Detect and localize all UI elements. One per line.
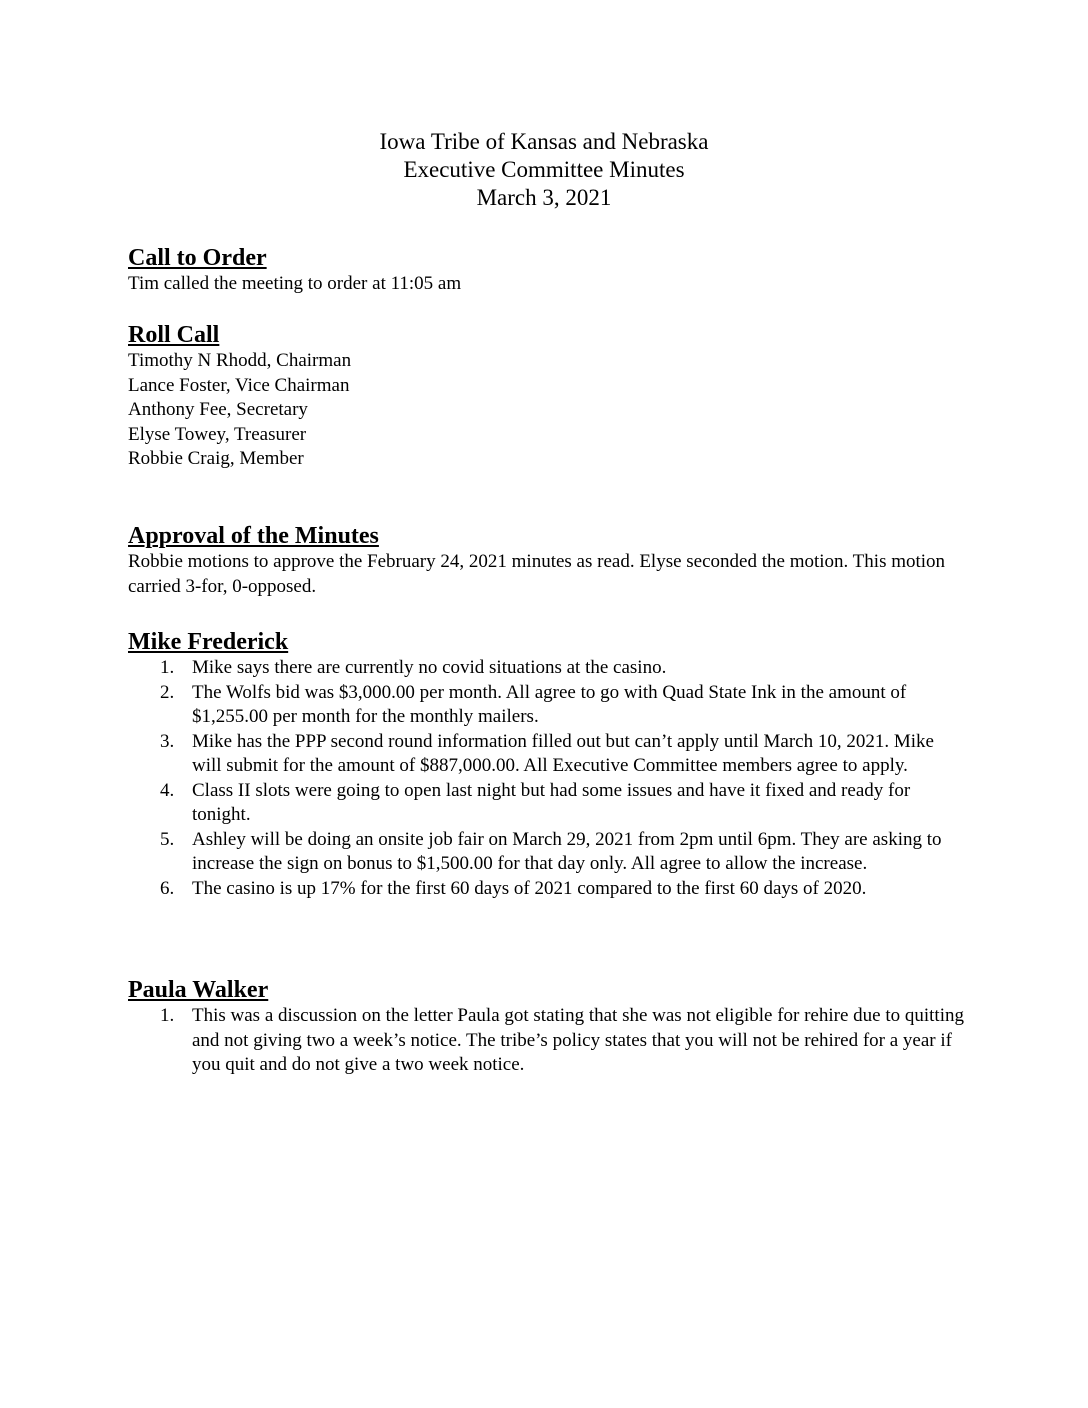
roll-call-member: Anthony Fee, Secretary	[128, 399, 308, 420]
list-number: 4.	[160, 779, 175, 801]
organization-name: Iowa Tribe of Kansas and Nebraska	[379, 129, 709, 154]
roll-call-member: Elyse Towey, Treasurer	[128, 423, 307, 445]
list-item	[128, 779, 968, 828]
list-item	[128, 828, 968, 877]
mike-frederick-heading: Mike Frederick	[128, 629, 289, 655]
meeting-date: March 3, 2021	[476, 185, 612, 210]
list-item	[128, 656, 968, 681]
list-item	[128, 681, 968, 730]
approval-heading: Approval of the Minutes	[128, 523, 379, 549]
approval-text: Robbie motions to approve the February 24, 2021 minutes as read. Elyse seconded the motion. This motion carried 3-for, 0-opposed.	[128, 551, 946, 597]
roll-call-section	[128, 321, 968, 472]
mike-frederick-list	[128, 656, 968, 901]
paula-walker-list	[128, 1004, 968, 1078]
call-to-order-heading: Call to Order	[128, 245, 267, 271]
paula-walker-section	[128, 976, 968, 1078]
list-item-text: Class II slots were going to open last night but had some issues and have it fixed and ready for tonight.	[192, 779, 911, 825]
list-number: 5.	[160, 828, 175, 850]
roll-call-member: Robbie Craig, Member	[128, 448, 304, 469]
list-number: 3.	[160, 730, 175, 752]
list-item-text: Ashley will be doing an onsite job fair on March 29, 2021 from 2pm until 6pm. They are asking to increase the sign on bonus to $1,500.00 for that day only. All agree to allow the increase.	[192, 828, 942, 874]
document-header	[0, 128, 1088, 212]
list-number: 2.	[160, 681, 175, 703]
roll-call-member: Timothy N Rhodd, Chairman	[128, 350, 352, 371]
list-item	[128, 1004, 968, 1078]
list-item	[128, 877, 968, 902]
roll-call-heading: Roll Call	[128, 322, 220, 348]
list-item-text: Mike says there are currently no covid situations at the casino.	[192, 657, 667, 678]
list-item-text: Mike has the PPP second round information filled out but can’t apply until March 10, 2021. Mike will submit for the amount of $887,000.00. All Executive Committee members agree to apply.	[192, 730, 934, 776]
mike-frederick-section	[128, 628, 968, 901]
list-number: 1.	[160, 1005, 175, 1026]
list-item	[128, 730, 968, 779]
list-number: 1.	[160, 657, 175, 678]
call-to-order-text: Tim called the meeting to order at 11:05 am	[128, 273, 462, 294]
roll-call-member: Lance Foster, Vice Chairman	[128, 374, 350, 396]
list-item-text: This was a discussion on the letter Paula got stating that she was not eligible for rehire due to quitting and not giving two a week’s notice. The tribe’s policy states that you will not be rehired for a year if you quit and do not give a two week notice.	[192, 1005, 964, 1075]
document-title: Executive Committee Minutes	[403, 157, 685, 182]
paula-walker-heading: Paula Walker	[128, 977, 269, 1003]
approval-section	[128, 522, 968, 599]
call-to-order-section	[128, 244, 968, 297]
list-item-text: The Wolfs bid was $3,000.00 per month. All agree to go with Quad State Ink in the amount of $1,255.00 per month for the monthly mailers.	[192, 681, 907, 727]
list-item-text: The casino is up 17% for the first 60 days of 2021 compared to the first 60 days of 2020.	[192, 877, 867, 899]
list-number: 6.	[160, 877, 175, 899]
